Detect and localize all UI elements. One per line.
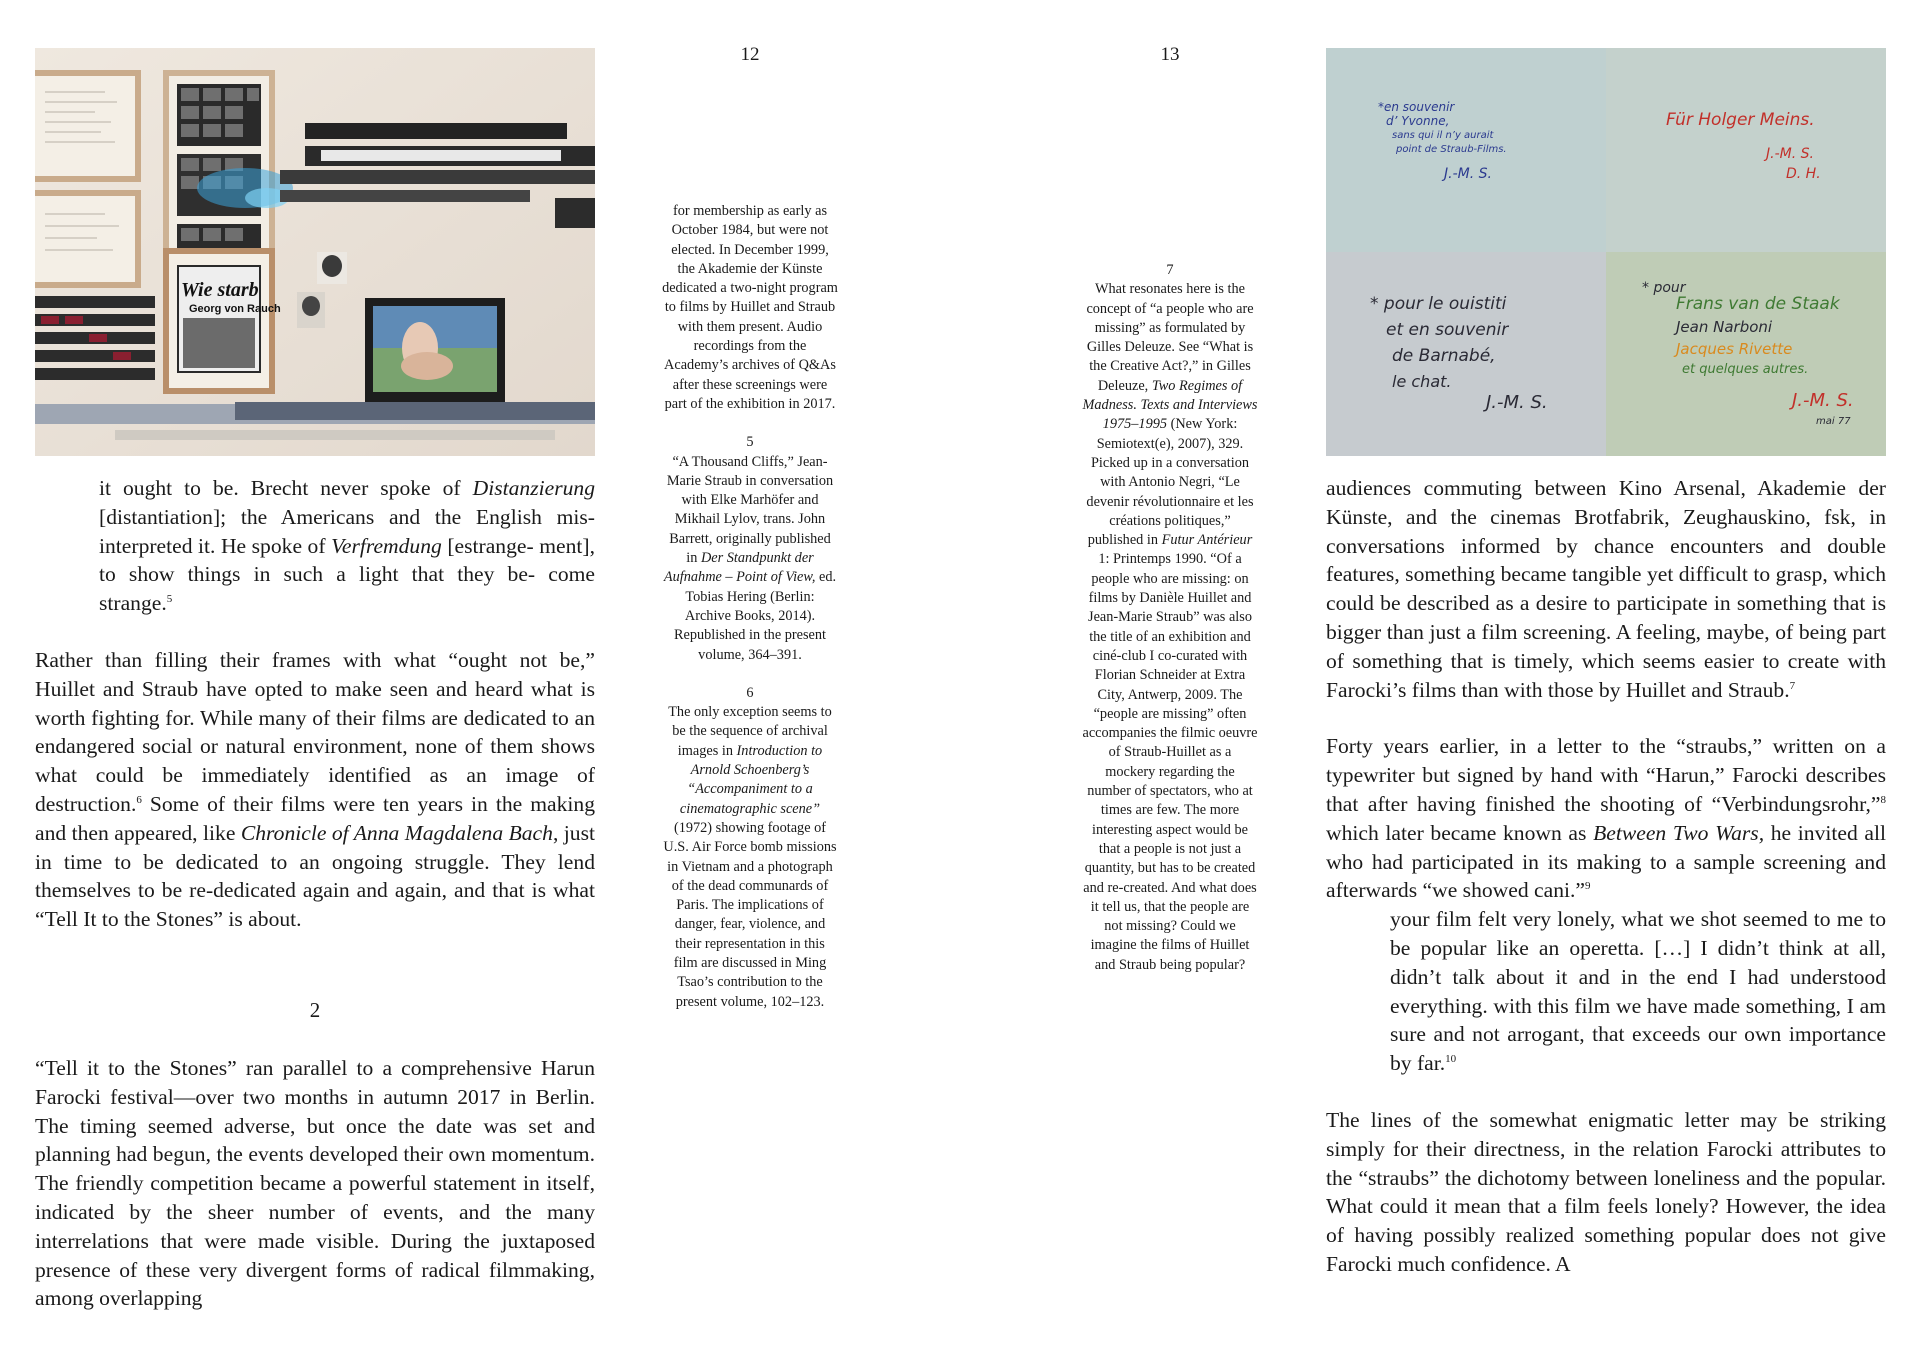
page-number-left: 12	[740, 44, 760, 65]
card1-line3: sans qui il n’y aurait	[1392, 130, 1494, 141]
footnote-ref-10[interactable]: 10	[1445, 1052, 1457, 1065]
quote-term-distanzierung: Distanzierung	[472, 476, 595, 500]
para1-text-b: Some of their films were ten years in the making and then appeared, like	[35, 791, 595, 845]
section-number: 2	[309, 998, 321, 1022]
left-body-column	[35, 474, 595, 934]
card2-signature-jms: J.-M. S.	[1766, 146, 1814, 162]
exhibition-photo-drawing	[35, 48, 595, 456]
para-forty-text-b: which later became known as	[1326, 820, 1594, 845]
note-6-film-title: Introduction to Arnold Schoenberg’s “Accompaniment to a cinematographic scene”	[679, 742, 823, 817]
note-5-number: 5	[746, 434, 754, 451]
film-title-chronicle: Chronicle of Anna Magdalena Bach	[240, 820, 553, 845]
paragraph-audiences	[1326, 474, 1886, 704]
note-7-number: 7	[1166, 262, 1174, 278]
exhibition-photo	[35, 48, 595, 456]
card3-line4: le chat.	[1392, 372, 1452, 391]
card1-line1: *en souvenir	[1378, 100, 1455, 114]
paragraph-ought-not-be	[35, 646, 595, 934]
para-forty-text-a: Forty years earlier, in a letter to the “straubs,” written on a typewriter but signed by hand with “Harun,” Farocki describes that after having finished the shooting of “Verbindungsrohr,”	[1326, 734, 1886, 816]
dedication-card-frans-van-de-staak	[1606, 252, 1886, 456]
note-7	[1082, 261, 1258, 975]
note-7-book-title: Two Regimes of Madness. Texts and Interviews 1975–1995	[1082, 377, 1258, 433]
card1-line4: point de Straub-Films.	[1396, 144, 1507, 155]
para1-text-a: Rather than filling their frames with what “ought not be,” Huillet and Straub have opted to make seen and heard what is worth fighting for. While many of their films are dedicated to an endangered social or natural environment, none of them shows what could be immediately identified as an image of destruction.	[35, 647, 595, 816]
dedication-cards-photo	[1326, 48, 1886, 456]
note-5	[662, 433, 838, 665]
note-4-continued: for membership as early as October 1984, but were not elected. In December 1999, the Akademie der Künste dedicated a two-night program to films by Huillet and Straub with them present. Audio recordings from the Academy’s archives of Q&As after these screenings were part of the exhibition in 2017.	[662, 203, 838, 412]
block-quote-brecht	[35, 474, 595, 618]
footnote-ref-8[interactable]: 8	[1880, 793, 1886, 806]
dedication-card-yvonne	[1326, 48, 1606, 252]
card1-line2: d’ Yvonne,	[1386, 114, 1450, 128]
para-forty-text-c: he invited all who had participated in its making to a sample screening and afterwards “we showed cani.”	[1326, 820, 1886, 903]
card4-date: mai 77	[1816, 416, 1851, 427]
quote-text-6: come strange.	[99, 562, 595, 616]
note-6	[662, 684, 838, 1012]
note-6-text-a: The only exception seems to be the sequence of archival images in	[668, 704, 832, 759]
dedication-card-holger-meins	[1606, 48, 1886, 252]
left-body-column-2	[35, 1054, 595, 1313]
quote-term-verfremdung: Verfremdung	[331, 533, 442, 558]
card4-line4: Jacques Rivette	[1676, 340, 1793, 358]
quote-text-1: it ought to be. Brecht never spoke of	[99, 476, 473, 500]
footnote-ref-5[interactable]: 5	[166, 593, 173, 605]
note-5-book-title: Der Standpunkt der Aufnahme – Point of View,	[663, 550, 816, 586]
footnote-ref-9[interactable]: 9	[1585, 880, 1591, 893]
para1-text-c: , just in time to be dedicated to an ongoing struggle. They lend themselves to be re-dedicated again and again, and that is what “Tell It to the Stones” is about.	[35, 820, 595, 932]
quote-text-3: interpreted it. He spoke of	[99, 533, 332, 558]
card3-line3: de Barnabé,	[1392, 346, 1496, 366]
quote-text-2: [distantiation]; the Americans and the English mis-	[99, 504, 595, 529]
card4-signature: J.-M. S.	[1792, 390, 1854, 411]
note-7-text-c: 1: Printemps 1990. “Of a people who are missing: on films by Danièle Huillet and Jean-Marie Straub” was also the title of an exhibition and ciné-club I co-curated with Florian Schneider at Extra City, Antwerp, 2009. The “people are missing” often accompanies the filmic oeuvre of Straub-Huillet as a mockery regarding the number of spectators, who at times are few. The more interesting aspect would be that a people is not just a quantity, but has to be created and re-created. And what does it tell us, that the people are not missing? Could we imagine the films of Huillet and Straub being popular?	[1082, 551, 1258, 973]
note-6-number: 6	[746, 684, 754, 701]
note-5-text-b: ed. Tobias Hering (Berlin: Archive Books, 2014). Republished in the present volume, 364–391.	[673, 569, 837, 663]
card3-line1: * pour le ouistiti	[1370, 294, 1507, 314]
note-7-text-a: What resonates here is the concept of “a people who are missing” as formulated by Gilles Deleuze. See “What is the Creative Act?,” in Gilles Deleuze,	[1086, 281, 1254, 394]
right-body-column	[1326, 474, 1886, 1279]
note-6-text-b: (1972) showing footage of U.S. Air Force bomb missions in Vietnam and a photograph of the dead communards of Paris. The implications of danger, fear, violence, and their representation in this film are discussed in Ming Tsao’s contribution to the present volume, 102–123.	[663, 819, 837, 1010]
note-7-text-b: (New York: Semiotext(e), 2007), 329. Picked up in a conversation with Antonio Negri, “Le devenir révolutionnaire et les créations politiques,” published in	[1086, 416, 1254, 549]
notes-column-right	[1082, 261, 1258, 975]
quote-text-4: [estrange-	[441, 533, 534, 558]
card4-line1: * pour	[1642, 280, 1686, 296]
block-quote-farocki	[1326, 905, 1886, 1078]
film-title-between-two-wars: Between Two Wars,	[1593, 820, 1765, 845]
note-5-text-a: “A Thousand Cliffs,” Jean-Marie Straub in conversation with Elke Marhöfer and Mikhail Lylov, trans. John Barrett, originally published in	[666, 453, 834, 567]
note-7-journal-title: Futur Antérieur	[1161, 532, 1253, 549]
poster-title: Wie starb	[181, 279, 259, 301]
paragraph-enigmatic-letter: The lines of the somewhat enigmatic letter may be striking simply for their directness, in the relation Farocki attributes to the “straubs” the dichotomy between loneliness and the popular. What could it mean that a film feels lonely? However, the idea of having possibly realized something popular does not give Farocki much confidence. A	[1326, 1107, 1886, 1276]
paragraph-tell-it-to-the-stones: “Tell it to the Stones” ran parallel to a comprehensive Harun Farocki festival—over two months in autumn 2017 in Berlin. The timing seemed adverse, but once the date was set and planning had begun, the events developed their own momentum. The friendly competition became a powerful statement in itself, indicated by the sheer number of events, and the many interrelations that were made visible. During the juxtaposed presence of these very divergent forms of radical filmmaking, among overlapping	[35, 1056, 595, 1311]
poster-subtitle: Georg von Rauch	[189, 303, 281, 315]
card4-line5: et quelques autres.	[1682, 362, 1809, 377]
para-audiences-text: audiences commuting between Kino Arsenal, Akademie der Künste, and the cinemas Brotfabrik, Zeughauskino, fsk, in conversations informed by chance encounters and double features, something became tangible yet difficult to grasp, which could be described as a desire to participate in something that is bigger than just a film screening. A feeling, maybe, of being part of something that is timely, which seems easier to create with Farocki’s films than with those by Huillet and Straub.	[1326, 476, 1886, 702]
footnote-ref-7[interactable]: 7	[1789, 679, 1796, 692]
card3-line2: et en souvenir	[1386, 320, 1509, 340]
paragraph-forty-years-earlier	[1326, 732, 1886, 905]
footnote-ref-6[interactable]: 6	[136, 793, 142, 806]
quote-farocki-text: your film felt very lonely, what we shot seemed to me to be popular like an operetta. […] I didn’t think at all, didn’t talk about it and in the end I had understood everything. with this film we have made something, I am sure and not arrogant, that exceeds our own importance by far.	[1390, 907, 1886, 1076]
quote-text-5: ment], to show things in such a light that they be-	[99, 533, 595, 587]
card3-signature: J.-M. S.	[1486, 392, 1548, 413]
card2-line1: Für Holger Meins.	[1666, 110, 1815, 130]
card2-signature-dh: D. H.	[1786, 166, 1821, 182]
notes-column-left	[662, 202, 838, 1012]
card4-line2: Frans van de Staak	[1676, 294, 1840, 314]
card1-signature: J.-M. S.	[1444, 166, 1492, 182]
page-number-right: 13	[1160, 44, 1180, 65]
card4-line3: Jean Narboni	[1676, 318, 1773, 336]
dedication-card-ouistiti	[1326, 252, 1606, 456]
